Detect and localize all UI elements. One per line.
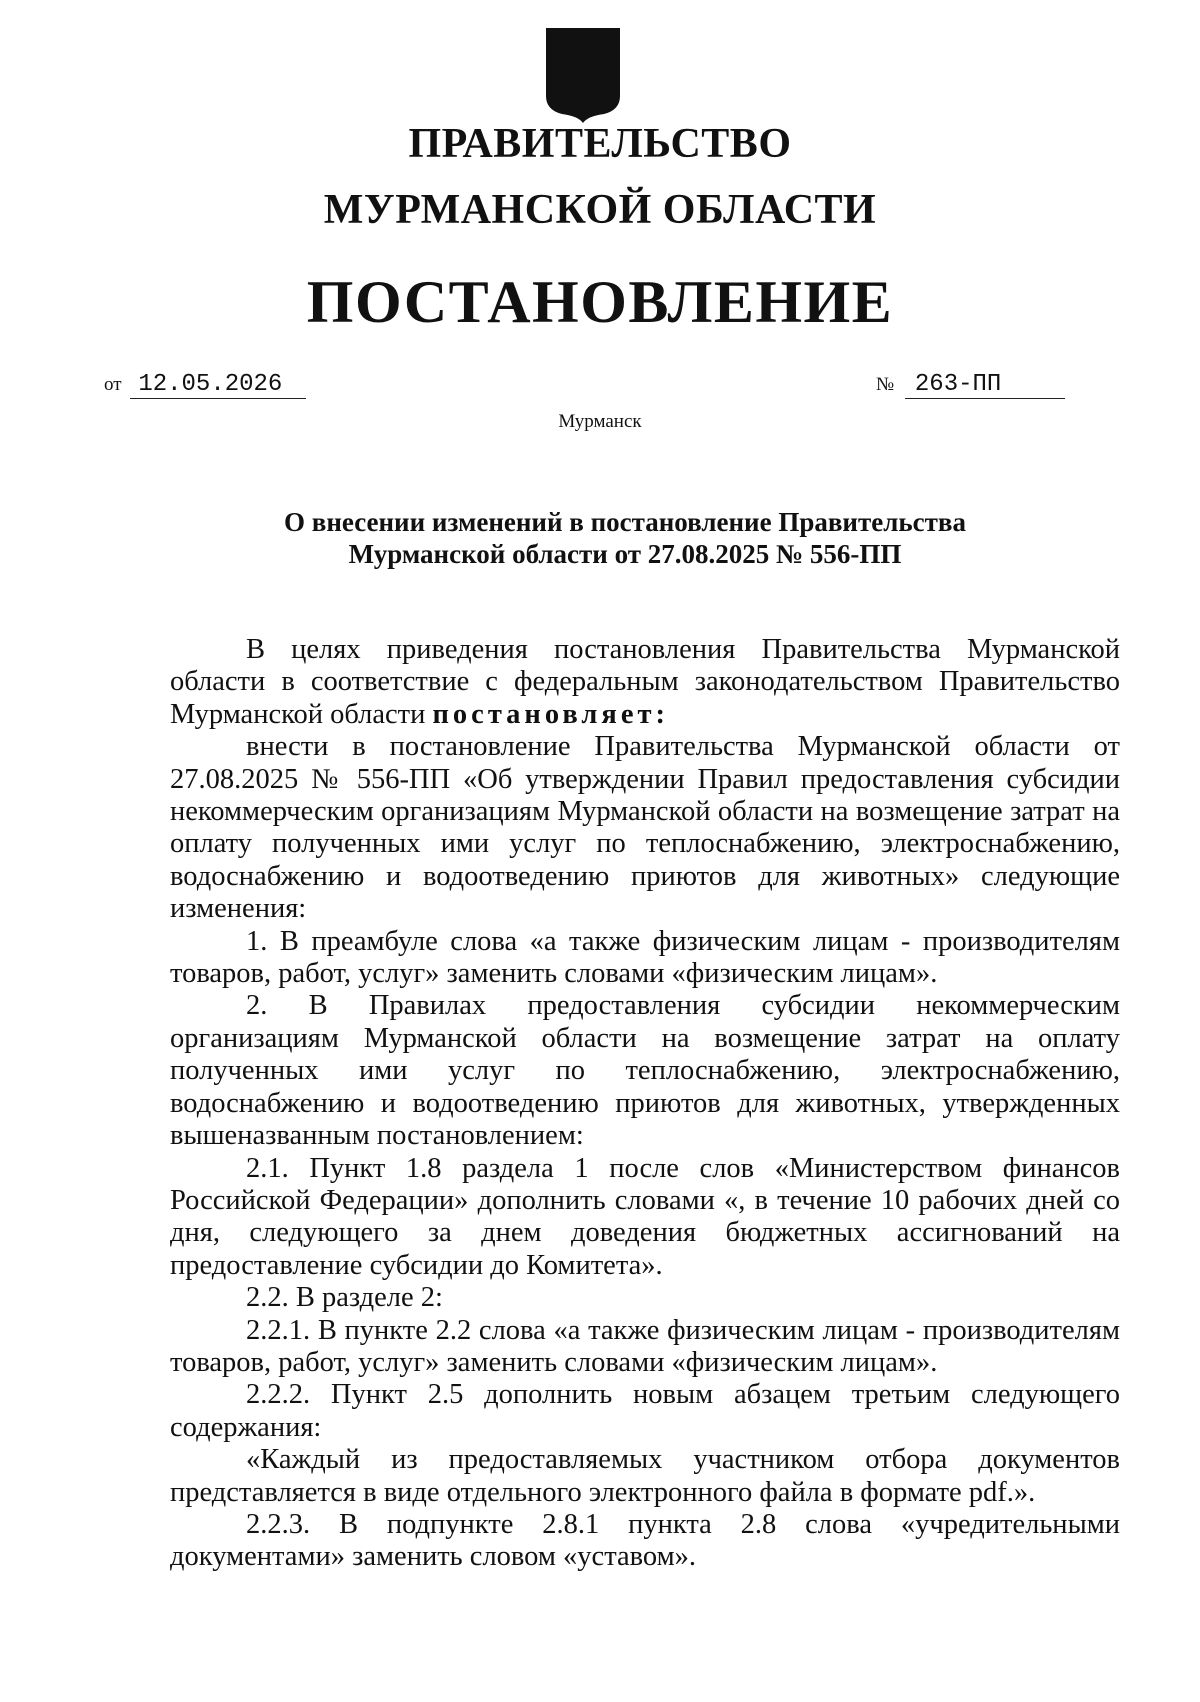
date-field: [104, 372, 306, 399]
subject-line1: О внесении изменений в постановление Правительства: [284, 507, 966, 537]
org-name-line1: ПРАВИТЕЛЬСТВО: [408, 121, 792, 167]
date-value: 12.05.2026: [130, 372, 306, 399]
body-paragraph-4: 2.1. Пункт 1.8 раздела 1 после слов «Министерством финансов Российской Федерации» дополнить словами «, в течение 10 рабочих дней со дня, следующего за днем доведения бюджетных ассигнований на предоставление субсидии до Комитета».: [170, 1152, 1120, 1281]
subject-line2: Мурманской области от 27.08.2025 № 556-ПП: [348, 539, 902, 569]
body-paragraph-9: 2.2.3. В подпункте 2.8.1 пункта 2.8 слова «учредительными документами» заменить словом «уставом».: [170, 1508, 1120, 1573]
body-paragraph-1: внести в постановление Правительства Мурманской области от 27.08.2025 № 556-ПП «Об утверждении Правил предоставления субсидии некоммерческим организациям Мурманской области на возмещение затрат на оплату полученных ими услуг по теплоснабжению, электроснабжению, водоснабжению и водоотведению приютов для животных» следующие изменения:: [170, 731, 1120, 925]
number-label: №: [876, 374, 895, 395]
number-value: 263-ПП: [905, 372, 1065, 399]
body-paragraph-5: 2.2. В разделе 2:: [246, 1282, 443, 1314]
body-paragraph-3: 2. В Правилах предоставления субсидии некоммерческим организациям Мурманской области на возмещение затрат на оплату полученных ими услуг по теплоснабжению, электроснабжению, водоснабжению и водоотведению приютов для животных, утвержденных вышеназванным постановлением:: [170, 990, 1120, 1152]
body-paragraph-2: 1. В преамбуле слова «а также физическим лицам - производителям товаров, работ, услуг» заменить словами «физическим лицам».: [170, 925, 1120, 990]
preamble-paragraph: [170, 634, 1120, 731]
coat-of-arms-shield-icon: [544, 26, 622, 124]
date-label: от: [104, 374, 122, 395]
city-name: Мурманск: [558, 411, 642, 432]
document-body: [170, 634, 1120, 1574]
body-paragraph-8: «Каждый из предоставляемых участником отбора документов представляется в виде отдельного электронного файла в формате pdf.».: [170, 1444, 1120, 1508]
body-paragraph-7: 2.2.2. Пункт 2.5 дополнить новым абзацем третьим следующего содержания:: [170, 1379, 1120, 1443]
body-paragraph-6: 2.2.1. В пункте 2.2 слова «а также физическим лицам - производителям товаров, работ, услуг» заменить словами «физическим лицам».: [170, 1314, 1120, 1378]
preamble-text: В целях приведения постановления Правительства Мурманской области в соответствие с федеральным законодательством Правительство Мурманской области: [170, 634, 1120, 730]
document-subject: [200, 506, 1050, 570]
document-type-title: ПОСТАНОВЛЕНИЕ: [306, 269, 894, 335]
preamble-verb: постановляет:: [432, 698, 669, 730]
org-name-line2: МУРМАНСКОЙ ОБЛАСТИ: [323, 187, 877, 233]
number-field: [876, 372, 1065, 399]
